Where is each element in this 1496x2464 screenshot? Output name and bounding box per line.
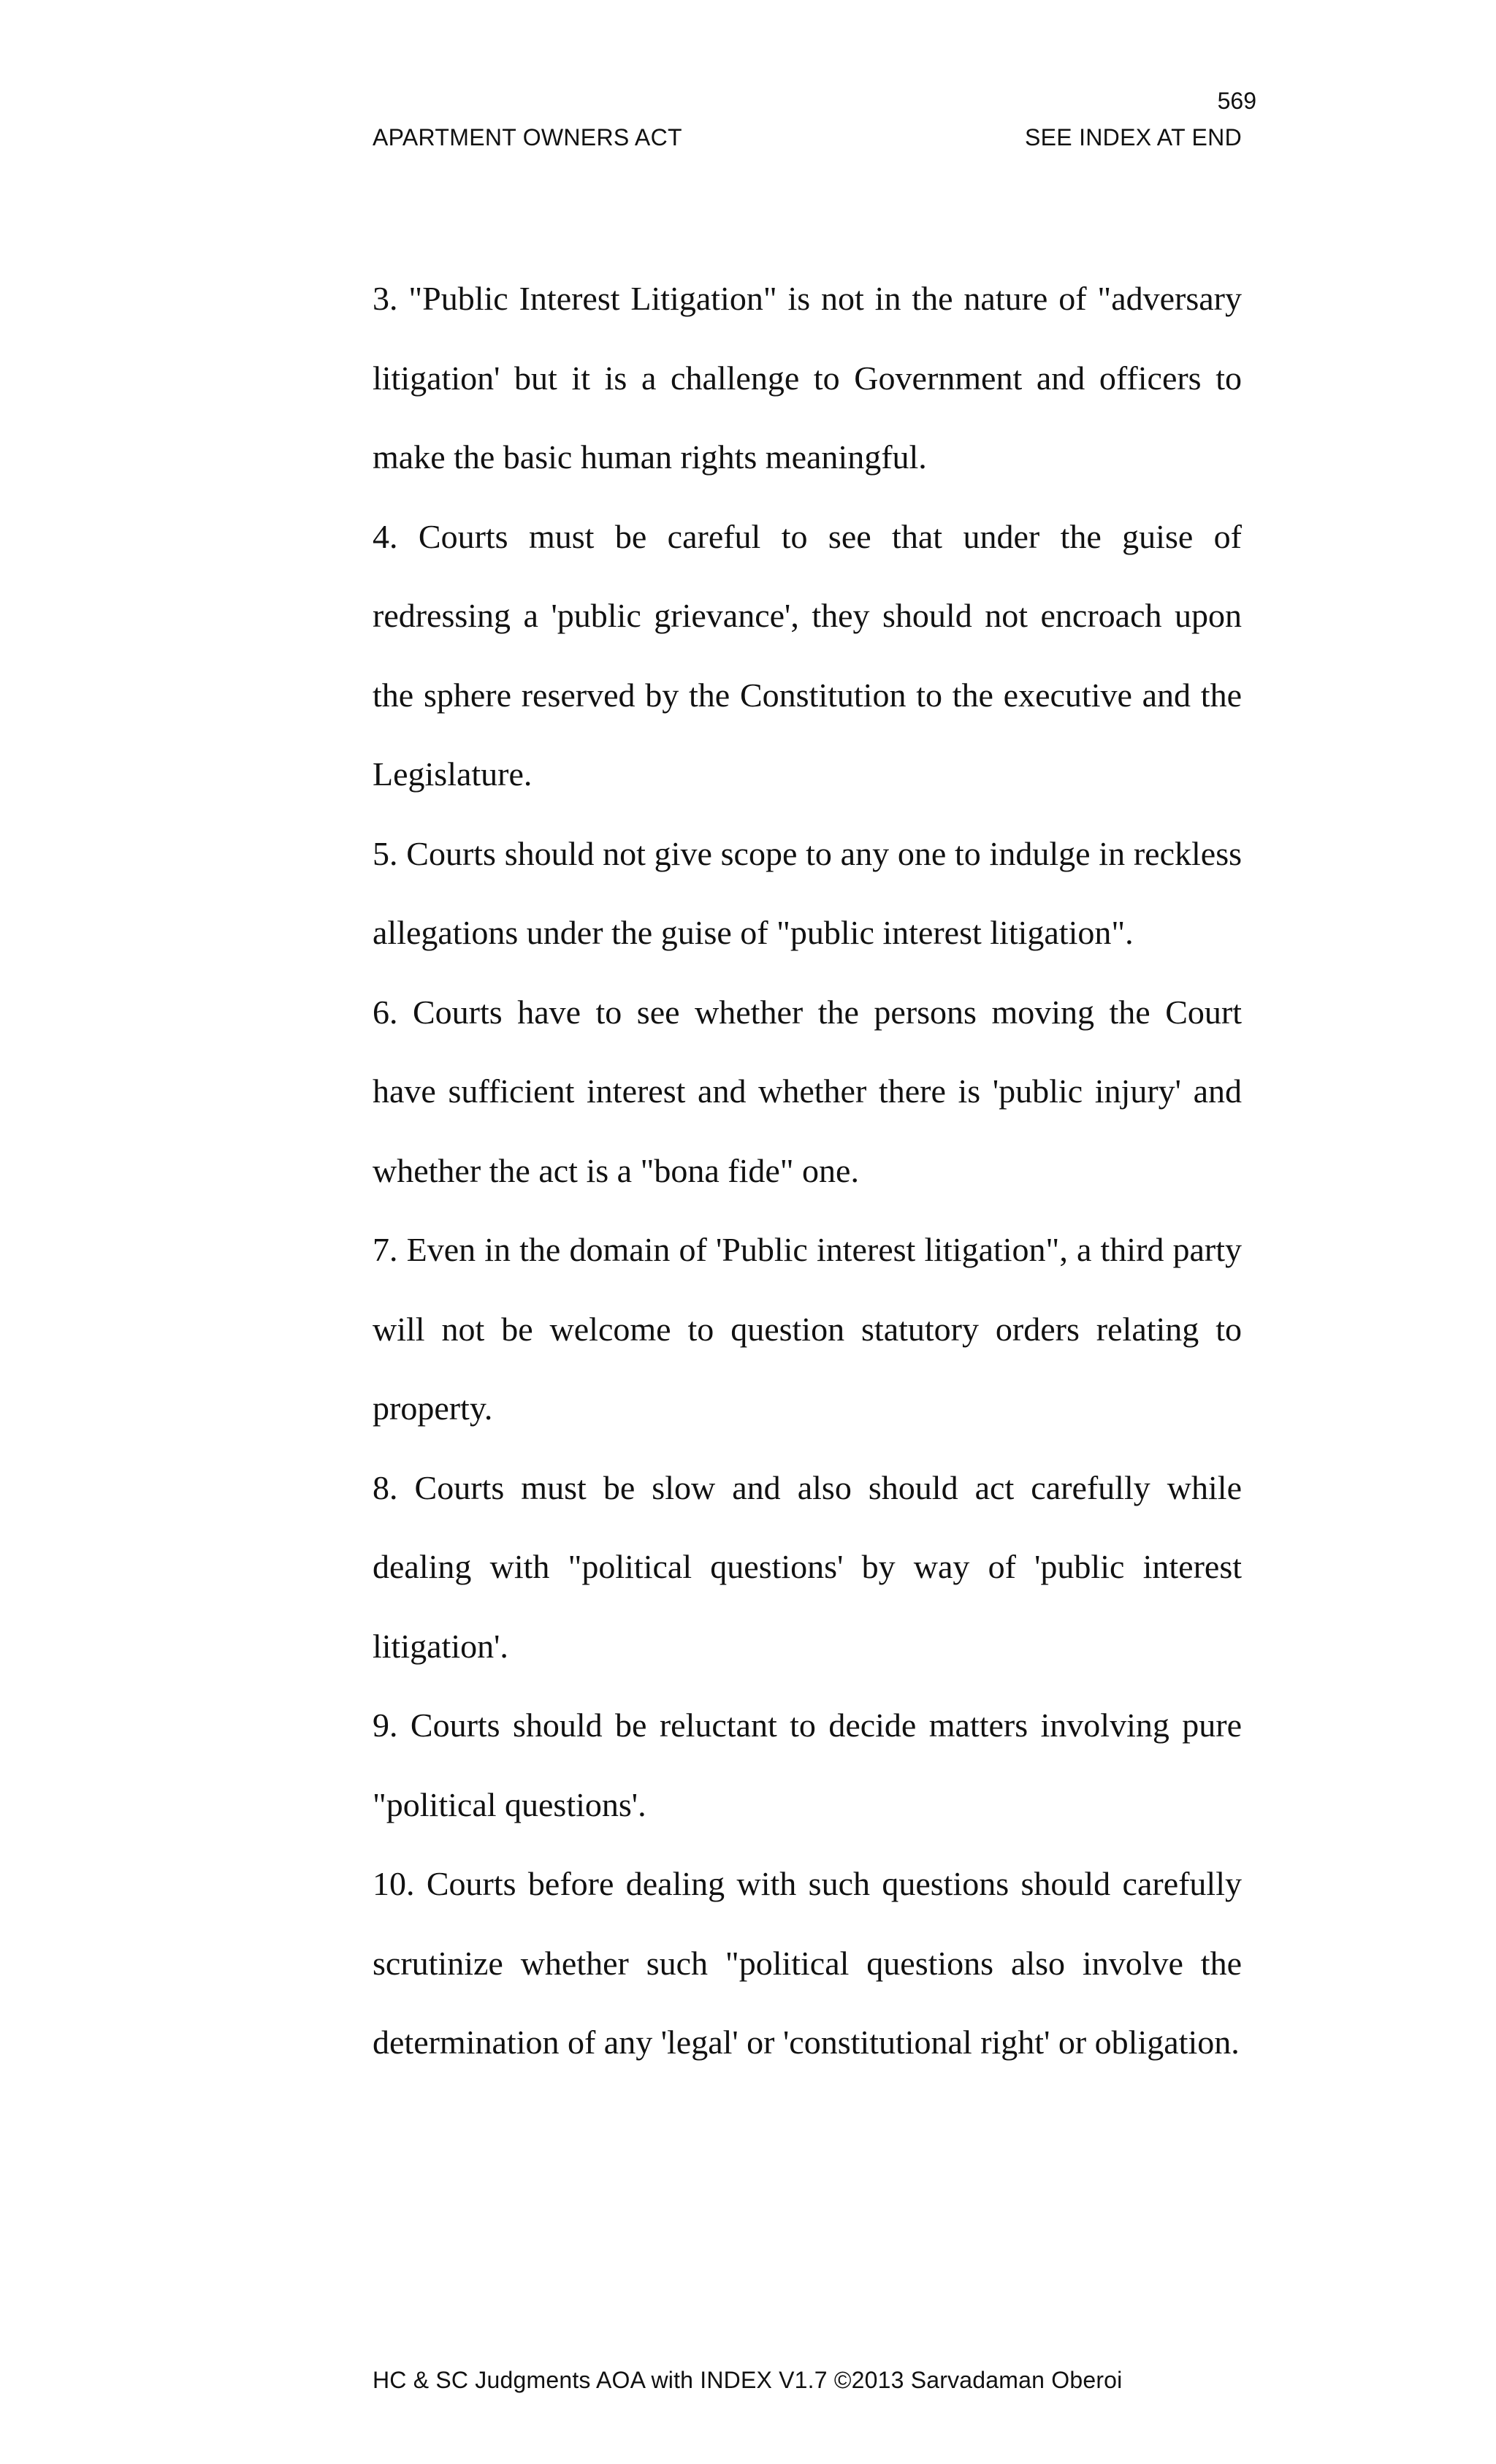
page-footer: HC & SC Judgments AOA with INDEX V1.7 ©2013 Sarvadaman Oberoi (373, 2367, 1123, 2393)
paragraph-10: 10. Courts before dealing with such questions should carefully scrutinize whether such "political questions also involve the determination of any 'legal' or 'constitutional right' or obligation. (373, 1865, 1242, 2061)
paragraph-6: 6. Courts have to see whether the persons moving the Court have sufficient interest and whether there is 'public injury' and whether the act is a "bona fide" one. (373, 993, 1242, 1189)
page-number: 569 (1217, 88, 1256, 114)
running-header-title: APARTMENT OWNERS ACT (373, 124, 682, 150)
paragraph-9: 9. Courts should be reluctant to decide matters involving pure "political questions'. (373, 1706, 1242, 1823)
running-header-index-note: SEE INDEX AT END (1024, 124, 1242, 150)
paragraph-7: 7. Even in the domain of 'Public interest litigation", a third party will not be welcome to question statutory orders relating to property. (373, 1231, 1242, 1427)
paragraph-8: 8. Courts must be slow and also should act carefully while dealing with "political questions' by way of 'public interest litigation'. (373, 1468, 1242, 1665)
document-body (373, 259, 1242, 2083)
paragraph-5: 5. Courts should not give scope to any one to indulge in reckless allegations under the guise of "public interest litigation". (373, 834, 1242, 951)
paragraph-4: 4. Courts must be careful to see that under the guise of redressing a 'public grievance', they should not encroach upon the sphere reserved by the Constitution to the executive and the Legislature. (373, 517, 1242, 793)
paragraph-3: 3. "Public Interest Litigation" is not in the nature of "adversary litigation' but it is a challenge to Government and officers to make the basic human rights meaningful. (373, 280, 1242, 476)
